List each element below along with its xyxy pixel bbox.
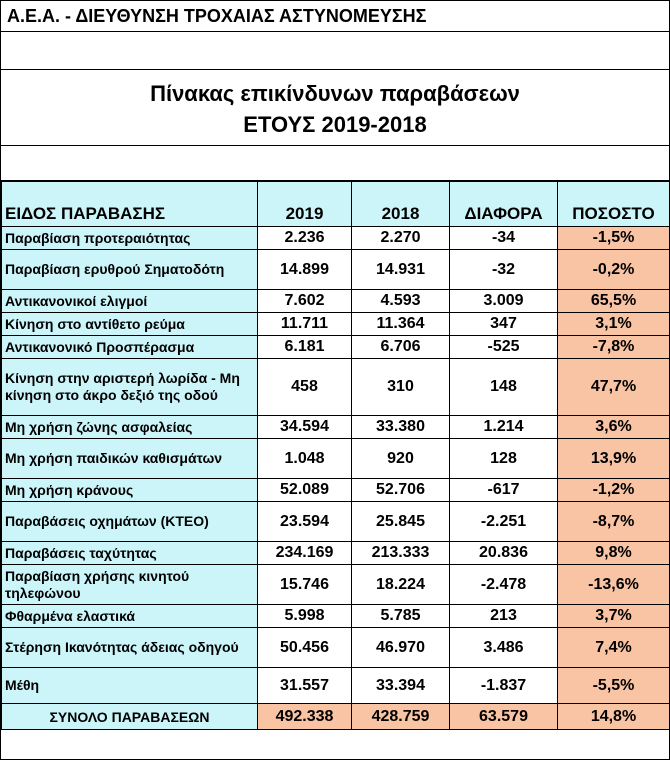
difference-value: 3.486 <box>450 628 558 668</box>
table-row <box>2 479 670 502</box>
percentage-value: 9,8% <box>558 542 670 565</box>
row-label: Αντικανονικό Προσπέρασμα <box>2 336 258 359</box>
row-label: Αντικανονικοί ελιγμοί <box>2 290 258 313</box>
percentage-value: -7,8% <box>558 336 670 359</box>
row-label: Κίνηση στην αριστερή λωρίδα - Μη κίνηση στο άκρο δεξιό της οδού <box>2 359 258 416</box>
row-label: Μέθη <box>2 668 258 704</box>
value-2018: 310 <box>352 359 450 416</box>
row-label: Παραβίαση ερυθρού Σηματοδότη <box>2 250 258 290</box>
value-2019: 31.557 <box>258 668 352 704</box>
total-difference: 63.579 <box>450 704 558 730</box>
value-2019: 5.998 <box>258 605 352 628</box>
value-2019: 11.711 <box>258 313 352 336</box>
value-2018: 25.845 <box>352 502 450 542</box>
table-row <box>2 605 670 628</box>
percentage-value: -0,2% <box>558 250 670 290</box>
row-label: Φθαρμένα ελαστικά <box>2 605 258 628</box>
row-label: Κίνηση στο αντίθετο ρεύμα <box>2 313 258 336</box>
value-2019: 34.594 <box>258 416 352 439</box>
percentage-value: 3,1% <box>558 313 670 336</box>
value-2018: 2.270 <box>352 227 450 250</box>
value-2019: 7.602 <box>258 290 352 313</box>
percentage-value: -13,6% <box>558 565 670 605</box>
table-row <box>2 439 670 479</box>
table-row <box>2 359 670 416</box>
difference-value: -2.478 <box>450 565 558 605</box>
difference-value: 1.214 <box>450 416 558 439</box>
percentage-value: 65,5% <box>558 290 670 313</box>
value-2018: 52.706 <box>352 479 450 502</box>
value-2018: 11.364 <box>352 313 450 336</box>
table-row <box>2 668 670 704</box>
value-2019: 52.089 <box>258 479 352 502</box>
table-row <box>2 628 670 668</box>
row-label: Παραβάσεις ταχύτητας <box>2 542 258 565</box>
difference-value: -34 <box>450 227 558 250</box>
value-2018: 18.224 <box>352 565 450 605</box>
value-2019: 50.456 <box>258 628 352 668</box>
value-2018: 6.706 <box>352 336 450 359</box>
percentage-value: -1,5% <box>558 227 670 250</box>
row-label: Στέρηση Ικανότητας άδειας οδηγού <box>2 628 258 668</box>
value-2019: 23.594 <box>258 502 352 542</box>
difference-value: -1.837 <box>450 668 558 704</box>
value-2019: 15.746 <box>258 565 352 605</box>
empty-row <box>1 146 669 181</box>
total-percentage: 14,8% <box>558 704 670 730</box>
value-2019: 2.236 <box>258 227 352 250</box>
percentage-value: -5,5% <box>558 668 670 704</box>
percentage-value: -8,7% <box>558 502 670 542</box>
row-label: Μη χρήση κράνους <box>2 479 258 502</box>
table-row <box>2 313 670 336</box>
table-row <box>2 542 670 565</box>
row-label: Παραβάσεις οχημάτων (ΚΤΕΟ) <box>2 502 258 542</box>
total-label: ΣΥΝΟΛΟ ΠΑΡΑΒΑΣΕΩΝ <box>2 704 258 730</box>
difference-value: 148 <box>450 359 558 416</box>
table-row <box>2 250 670 290</box>
percentage-value: 3,6% <box>558 416 670 439</box>
difference-value: -617 <box>450 479 558 502</box>
title-box <box>1 70 669 146</box>
percentage-value: 3,7% <box>558 605 670 628</box>
violations-table <box>1 181 670 730</box>
value-2018: 33.380 <box>352 416 450 439</box>
percentage-value: -1,2% <box>558 479 670 502</box>
value-2018: 33.394 <box>352 668 450 704</box>
column-header-type: ΕΙΔΟΣ ΠΑΡΑΒΑΣΗΣ <box>2 182 258 227</box>
difference-value: 128 <box>450 439 558 479</box>
table-row <box>2 290 670 313</box>
difference-value: -525 <box>450 336 558 359</box>
total-2018: 428.759 <box>352 704 450 730</box>
difference-value: 3.009 <box>450 290 558 313</box>
value-2018: 920 <box>352 439 450 479</box>
table-row <box>2 416 670 439</box>
percentage-value: 47,7% <box>558 359 670 416</box>
value-2019: 6.181 <box>258 336 352 359</box>
value-2019: 14.899 <box>258 250 352 290</box>
difference-value: -32 <box>450 250 558 290</box>
difference-value: 20.836 <box>450 542 558 565</box>
difference-value: 213 <box>450 605 558 628</box>
difference-value: -2.251 <box>450 502 558 542</box>
header-row <box>2 182 670 227</box>
value-2018: 46.970 <box>352 628 450 668</box>
value-2018: 213.333 <box>352 542 450 565</box>
value-2018: 4.593 <box>352 290 450 313</box>
table-row <box>2 502 670 542</box>
row-label: Παραβίαση χρήσης κινητού τηλεφώνου <box>2 565 258 605</box>
row-label: Μη χρήση παιδικών καθισμάτων <box>2 439 258 479</box>
value-2018: 14.931 <box>352 250 450 290</box>
row-label: Μη χρήση ζώνης ασφαλείας <box>2 416 258 439</box>
percentage-value: 7,4% <box>558 628 670 668</box>
column-header-2019: 2019 <box>258 182 352 227</box>
total-row <box>2 704 670 730</box>
row-label: Παραβίαση προτεραιότητας <box>2 227 258 250</box>
organization-header: Α.Ε.Α. - ΔΙΕΥΘΥΝΣΗ ΤΡΟΧΑΙΑΣ ΑΣΤΥΝΟΜΕΥΣΗΣ <box>1 1 669 32</box>
value-2019: 458 <box>258 359 352 416</box>
title-line-1: Πίνακας επικίνδυνων παραβάσεων <box>150 81 520 106</box>
percentage-value: 13,9% <box>558 439 670 479</box>
table-row <box>2 336 670 359</box>
column-header-percentage: ΠΟΣΟΣΤΟ <box>558 182 670 227</box>
title-line-2: ΕΤΟΥΣ 2019-2018 <box>243 112 427 137</box>
table-row <box>2 227 670 250</box>
column-header-difference: ΔΙΑΦΟΡΑ <box>450 182 558 227</box>
total-2019: 492.338 <box>258 704 352 730</box>
empty-row <box>1 32 669 70</box>
column-header-2018: 2018 <box>352 182 450 227</box>
value-2018: 5.785 <box>352 605 450 628</box>
difference-value: 347 <box>450 313 558 336</box>
table-row <box>2 565 670 605</box>
value-2019: 234.169 <box>258 542 352 565</box>
value-2019: 1.048 <box>258 439 352 479</box>
